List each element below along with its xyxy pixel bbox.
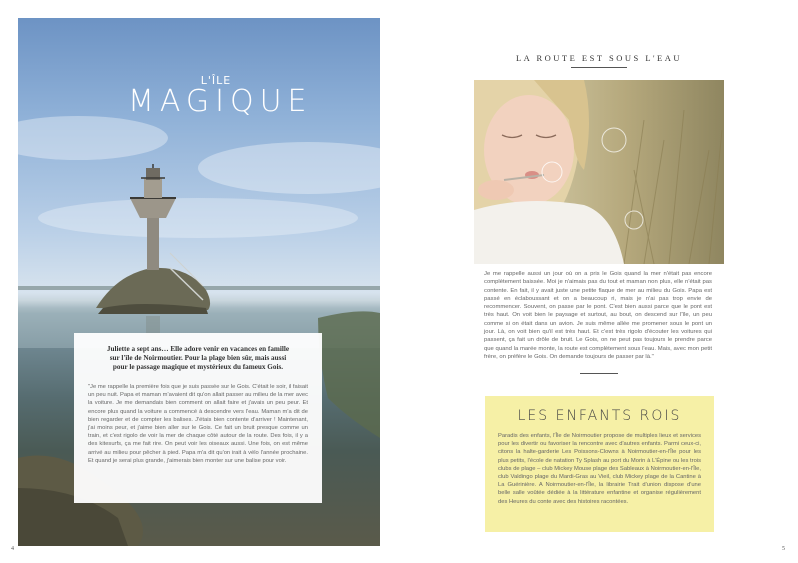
route-title: LA ROUTE EST SOUS L'EAU	[515, 53, 683, 63]
memory-text: Je me rappelle aussi un jour où on a pris le Gois quand la mer n'était pas encore complètement baissée. Moi je n'aimais pas du tout et maman non plus, elle n'était pas contente. En fait, il y avait juste une petite flaque de mer au milieu du Gois. Papa est passé en éclaboussant et on a beaucoup ri, mais je n'ai pas trop envie de recommencer. Souvent, on passe par le pont. C'est bien aussi parce que le pont est très haut. On voit bien le paysage et surtout, au bout, on descend sur l'île, un peu comme si on était dans un avion. Je suis même allée me promener sous le pont un jour. Là, on voit bien qu'il est très haut. Et c'est très rigolo d'écouter les voitures qui passent, ça fait un drôle de bruit. Le Gois, on ne peut pas toujours le prendre parce que quand la marée monte, la route est complètement sous l'eau. Mais, avec mon petit frère, on préfère le Gois. On demande toujours de passer par là."	[484, 271, 712, 360]
kids-title: LES ENFANTS ROIS	[517, 408, 682, 424]
page-number-right: 5	[782, 546, 785, 552]
title-underline	[571, 67, 627, 68]
page-number-left: 4	[11, 546, 14, 552]
story-box	[74, 333, 322, 503]
kids-box	[485, 396, 714, 532]
girl-bubbles-photo	[474, 80, 724, 264]
story-intro: Juliette a sept ans… Elle adore venir en vacances en famille sur l'île de Noirmoutier. Pour la plage bien sûr, mais aussi pour le passage magique et mystérieux du fameux Gois.	[106, 345, 290, 371]
girl-illustration	[474, 80, 724, 264]
title-magique: MAGIQUE	[128, 84, 313, 119]
kids-text: Paradis des enfants, l'Île de Noirmoutier propose de multiples lieux et services pour les divertir ou favoriser la rencontre avec d'autres enfants. Parmi ceux-ci, citons la halte-garderie Les Poissons-Clowns à Noirmoutier-en-l'Île pour les plus petits, l'école de natation Ty Splash au port du Morin à L'Épine ou les trois clubs de plage – club Mickey Mouse plage des Sableaux à Noirmoutier-en-l'Île, club Valdingo plage du Mardi-Gras au Vieil, club Mickey plage de la Cantine à La Guérinière. A Noirmoutier-en-l'Île, la librairie Trait d'union dispose d'une belle salle voûtée dédiée à la littérature enfantine et organise régulièrement des Heures du conte avec des histoires racontées.	[498, 433, 701, 505]
story-quote: "Je me rappelle la première fois que je suis passée sur le Gois. C'était le soir, il faisait un peu nuit. Papa et maman m'avaient dit qu'on allait passer au milieu de la mer avec la voiture. Je me demandais bien comment on allait faire et j'avais un peu peur. Et encore plus quand la voiture a commencé à descendre vers l'eau. Maman m'a dit de bien regarder et de compter les balises. J'étais bien contente d'arriver ! Maintenant, j'ai moins peur, et j'aime bien aller sur le Gois. Ce fait un bruit presque comme un train, et c'est rigolo de voir la mer de chaque côté autour de la route. Des fois, il y a des kitesurfs, ça me fait rire. On peut voir les oiseaux aussi. Une fois, on est même arrivé au milieu pour pêcher à pied. Papa m'a dit qu'on irait à vélo l'année prochaine. Et quand je serai plus grande, j'aimerais bien monter sur une balise pour voir.	[88, 384, 308, 464]
title-small: L'ÎLE	[200, 74, 232, 87]
memory-divider	[580, 373, 618, 374]
